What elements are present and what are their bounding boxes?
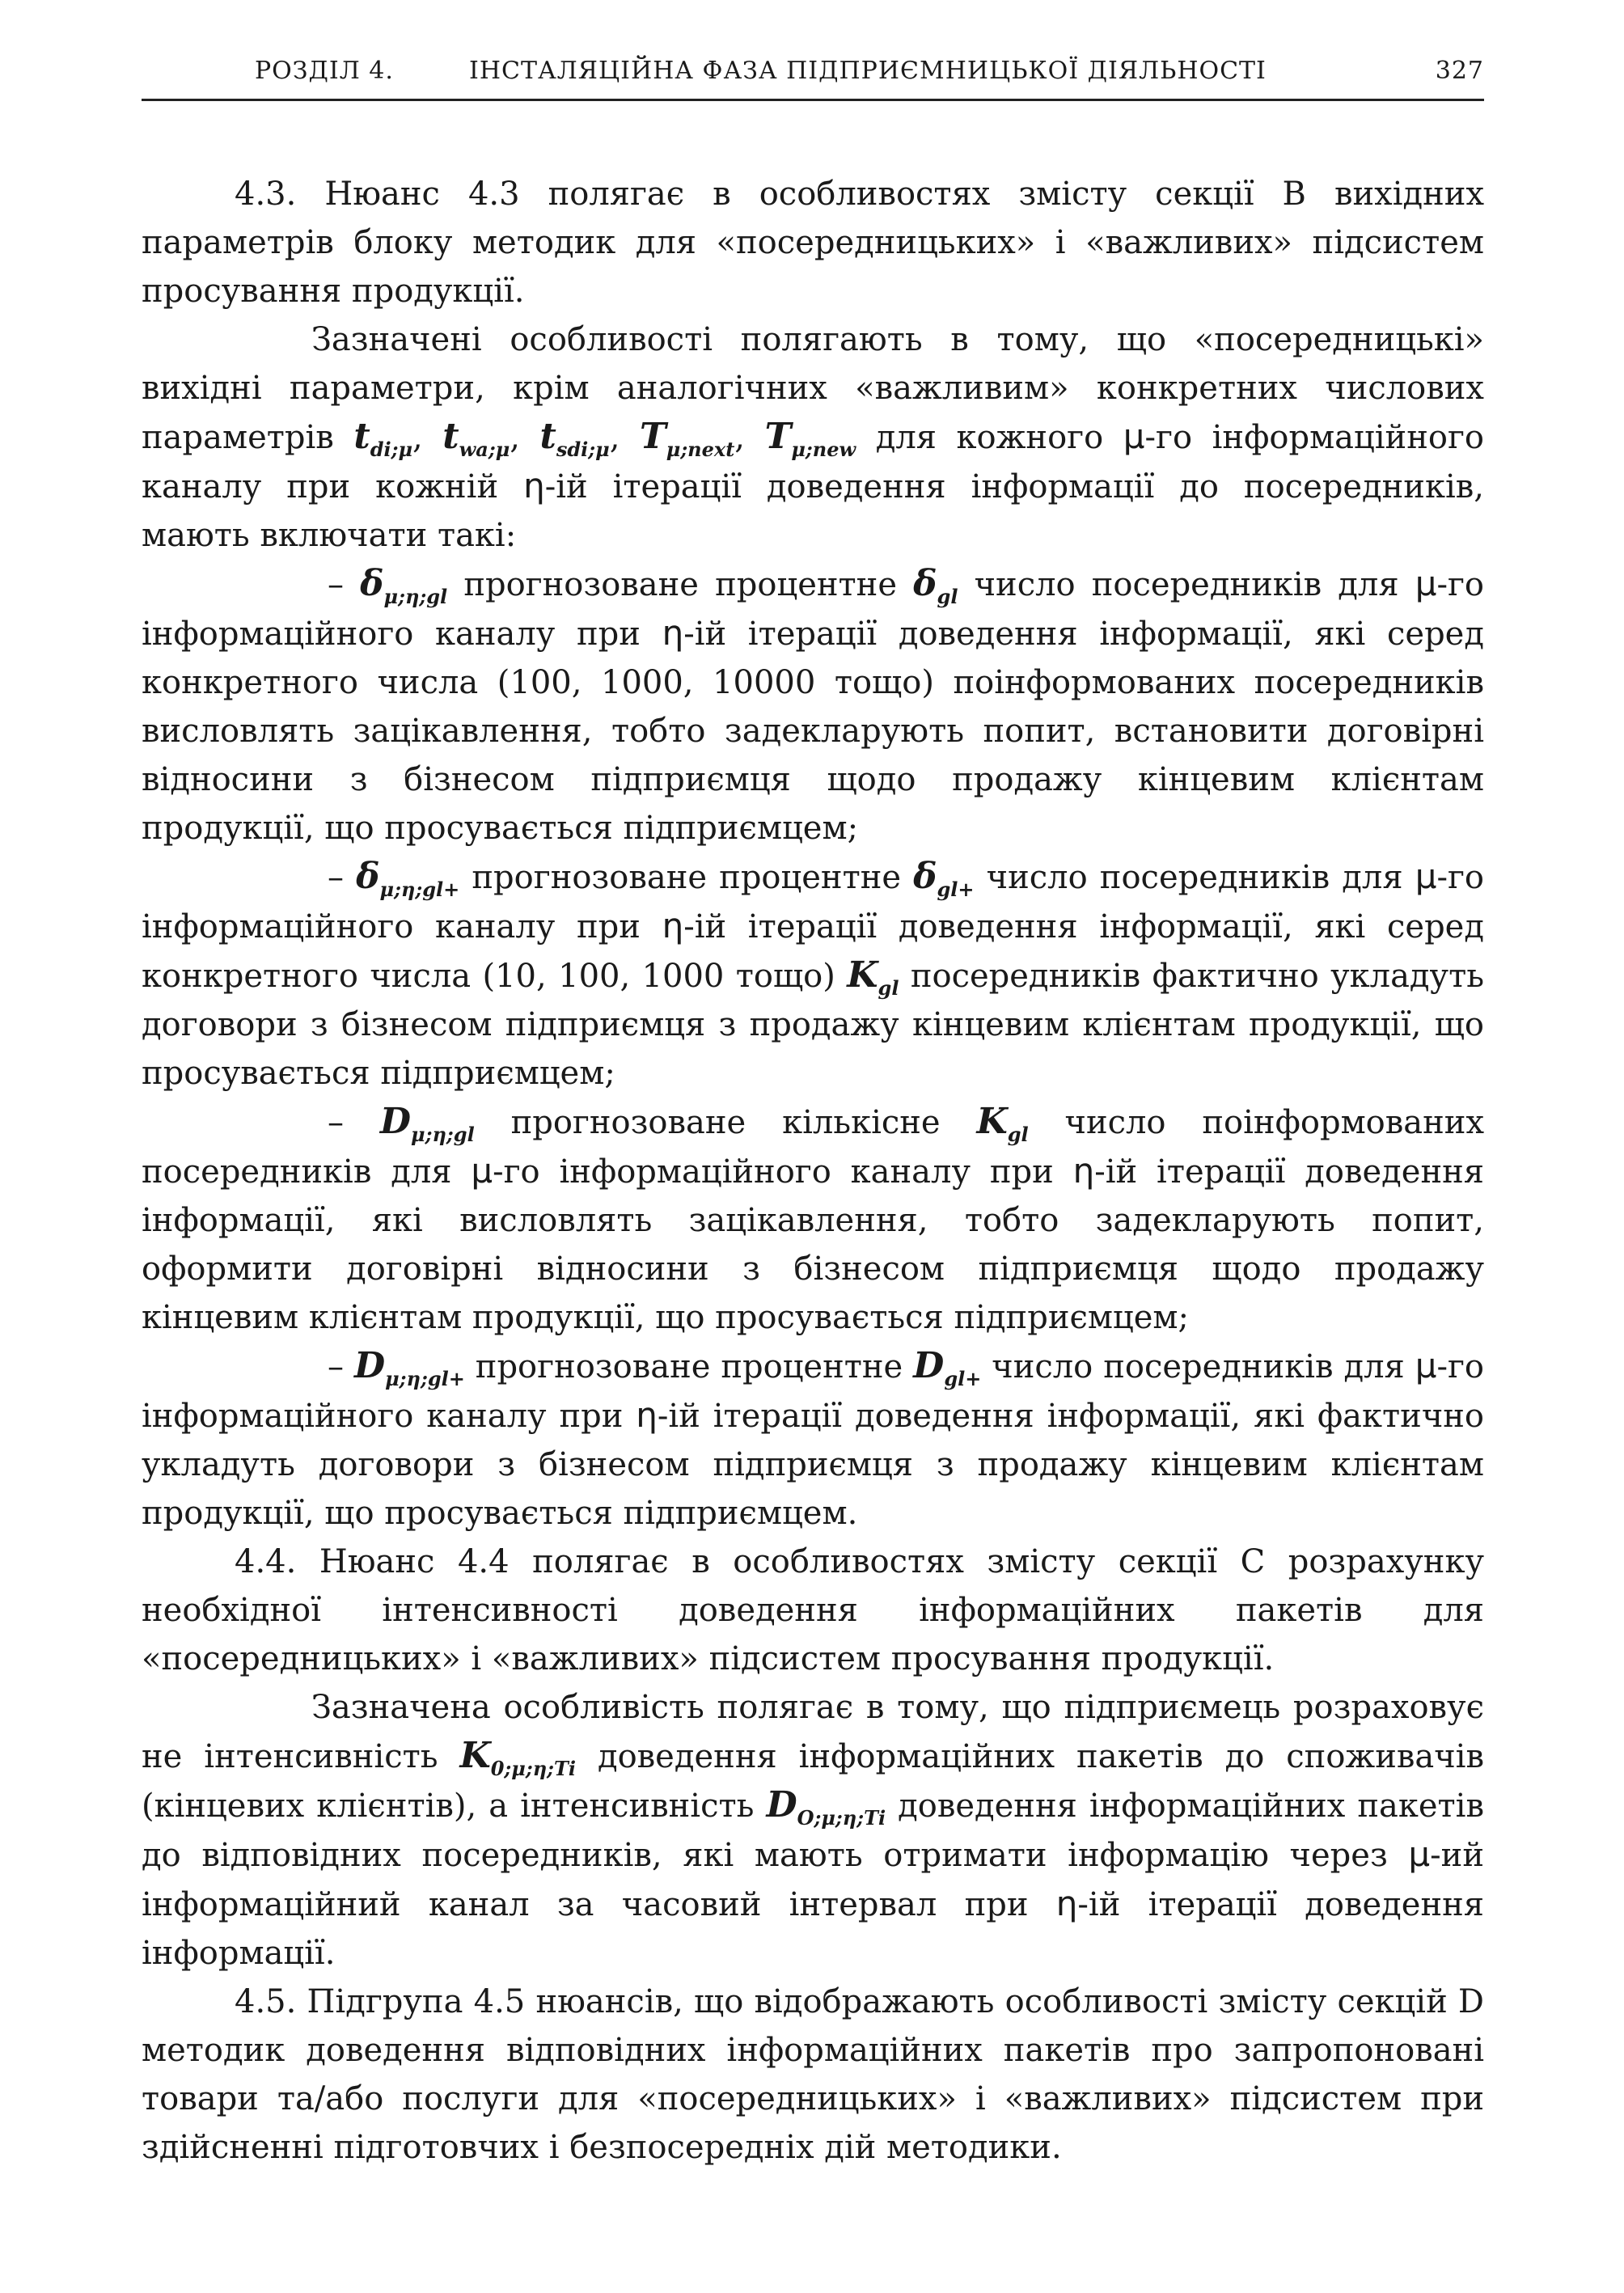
formula-delta-mu-eta-gl-plus: $\delta_{\mu;\eta;gl+}$ (356, 856, 460, 901)
paragraph-4-5: 4.5. Підгрупа 4.5 нюансів, що відображають особливості змісту секцій D методик доведення відповідних інформаційних пакетів про запропоновані товари та/або послуги для «посередницьких» і «важливих» підсистем при здійсненні підготовчих і безпосередніх дій методики. (142, 1983, 1484, 2166)
list-item-delta-gl-plus: – $\delta_{\mu;\eta;gl+}$ прогнозоване процентне $\delta_{gl+}$ число посередників для μ-го інформаційного каналу при η-ій ітерації доведення інформації, які серед конкретного числа (10, 100, 1000 тощо) $K_{gl}$ посередників фактично укладуть договори з бізнесом підприємця з продажу кінцевим клієнтам продукції, що просувається підприємцем; (142, 856, 1484, 1092)
formula-T-new: $T_{\mu;new}$ (764, 416, 856, 461)
paragraph-features: Зазначені особливості полягають в тому, що «посередницькі» вихідні параметри, крім аналогічних «важливим» конкретних числових параметрів $t_{di;\mu}$, $t_{wa;\mu}$, $t_{sdi;\mu}$, $T_{\mu;next}$, $T_{\mu;new}$ для кожного μ-го інформаційного каналу при кожній η-ій ітерації доведення інформації до посередників, мають включати такі: (142, 321, 1484, 554)
formula-D-mu-eta-gl: $D_{\mu;\eta;gl}$ (379, 1101, 475, 1146)
symbol-eta: η (636, 1395, 658, 1435)
formula-D-gl-plus: $D_{gl+}$ (913, 1345, 982, 1390)
formula-t-di: $t_{di;\mu}$ (353, 416, 413, 461)
symbol-eta: η (1072, 1151, 1095, 1191)
symbol-mu: μ (1415, 1346, 1437, 1386)
page-body (142, 170, 1484, 2172)
symbol-mu: μ (471, 1151, 493, 1191)
formula-t-sdi: $t_{sdi;\mu}$ (539, 416, 610, 461)
list-item-delta-gl: – $\delta_{\mu;\eta;gl}$ прогнозоване процентне $\delta_{gl}$ число посередників для μ-го інформаційного каналу при η-ій ітерації доведення інформації, які серед конкретного числа (100, 1000, 10000 тощо) поінформованих посередників висловлять зацікавлення, тобто задекларують попит, встановити договірні відносини з бізнесом підприємця щодо продажу кінцевим клієнтам продукції, що просувається підприємцем; (142, 563, 1485, 847)
symbol-eta: η (662, 906, 684, 946)
formula-K-gl: $K_{gl}$ (976, 1101, 1029, 1146)
paragraph-4-4: 4.4. Нюанс 4.4 полягає в особливостях змісту секції С розрахунку необхідної інтенсивності доведення інформаційних пакетів для «посередницьких» і «важливих» підсистем просування продукції. (142, 1543, 1484, 1677)
symbol-mu: μ (1415, 564, 1437, 603)
formula-t-wa: $t_{wa;\mu}$ (442, 416, 510, 461)
formula-delta-gl-plus: $\delta_{gl+}$ (913, 856, 975, 901)
symbol-eta: η (662, 613, 684, 653)
formula-delta-mu-eta-gl: $\delta_{\mu;\eta;gl}$ (360, 563, 448, 608)
symbol-eta: η (1055, 1884, 1078, 1923)
list-item-D-gl: – $D_{\mu;\eta;gl}$ прогнозоване кількісне $K_{gl}$ число поінформованих посередників для μ-го інформаційного каналу при η-ій ітерації доведення інформації, які висловлять зацікавлення, тобто задекларують попит, оформити договірні відносини з бізнесом підприємця щодо продажу кінцевим клієнтам продукції, що просувається підприємцем; (142, 1101, 1485, 1336)
formula-delta-gl: $\delta_{gl}$ (913, 563, 958, 608)
formula-D-intensity: $D_{O;\mu;\eta;Ti}$ (766, 1784, 886, 1830)
running-header (142, 50, 1484, 101)
symbol-mu: μ (1123, 417, 1145, 456)
header-title: ІНСТАЛЯЦІЙНА ФАЗА ПІДПРИЄМНИЦЬКОЇ ДІЯЛЬНОСТІ (469, 57, 1267, 85)
symbol-mu: μ (1415, 857, 1437, 896)
page-number: 327 (1435, 57, 1484, 85)
formula-D-mu-eta-gl-plus: $D_{\mu;\eta;gl+}$ (353, 1345, 465, 1390)
symbol-mu: μ (1408, 1834, 1431, 1874)
formula-K-gl: $K_{gl}$ (847, 954, 899, 1000)
list-item-D-gl-plus: – $D_{\mu;\eta;gl+}$ прогнозоване процентне $D_{gl+}$ число посередників для μ-го інформаційного каналу при η-ій ітерації доведення інформації, які фактично укладуть договори з бізнесом підприємця з продажу кінцевим клієнтам продукції, що просувається підприємцем. (142, 1345, 1484, 1532)
paragraph-4-3: 4.3. Нюанс 4.3 полягає в особливостях змісту секції В вихідних параметрів блоку методик для «посередницьких» і «важливих» підсистем просування продукції. (142, 176, 1484, 310)
formula-T-next: $T_{\mu;next}$ (640, 416, 735, 461)
header-section: РОЗДІЛ 4. (255, 57, 394, 85)
symbol-eta: η (523, 466, 545, 506)
formula-K-intensity: $K_{0;\mu;\eta;Ti}$ (459, 1735, 577, 1780)
paragraph-intensity: Зазначена особливість полягає в тому, що підприємець розраховує не інтенсивність $K_{0;\mu;\eta;Ti}$ доведення інформаційних пакетів до споживачів (кінцевих клієнтів), а інтенсивність $D_{O;\mu;\eta;Ti}$ доведення інформаційних пакетів до відповідних посередників, які мають отримати інформацію через μ-ий інформаційний канал за часовий інтервал при η-ій ітерації доведення інформації. (142, 1689, 1484, 1972)
